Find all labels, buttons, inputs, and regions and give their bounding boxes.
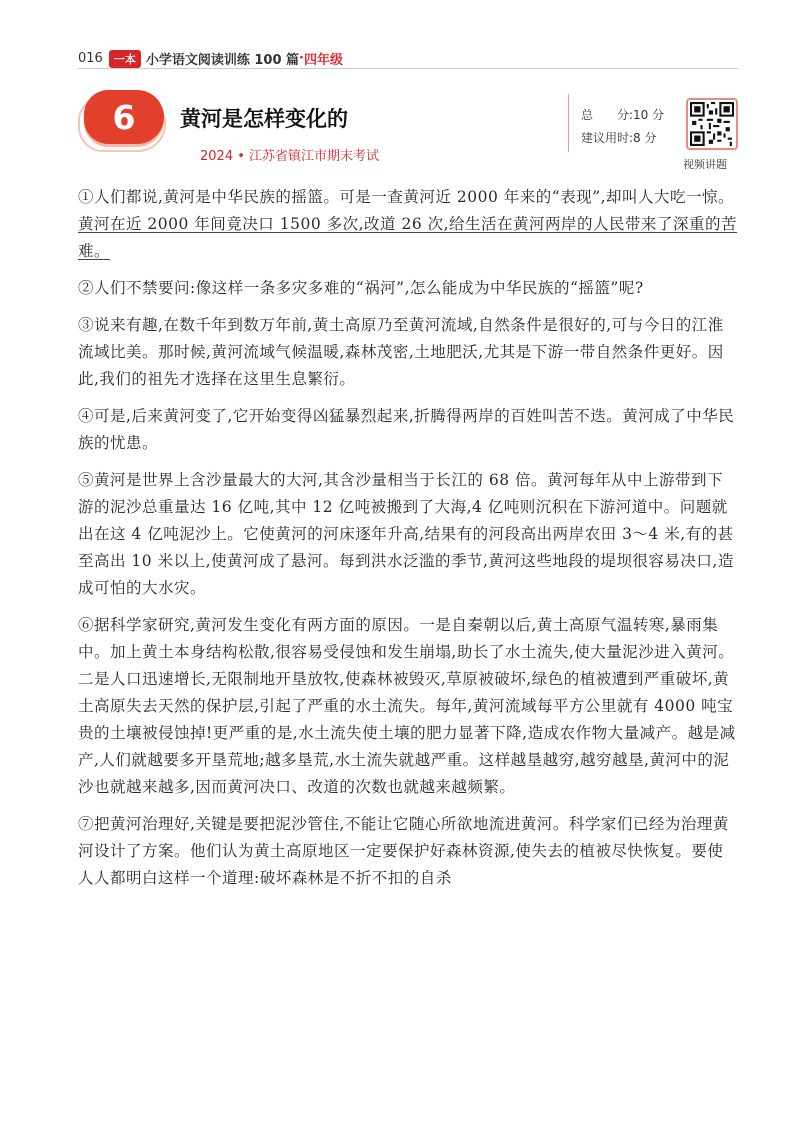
book-title: 小学语文阅读训练 100 篇 [145, 53, 300, 68]
paragraph-5: ⑤黄河是世界上含沙量最大的大河,其含沙量相当于长江的 68 倍。黄河每年从中上游带到下游的泥沙总重量达 16 亿吨,其中 12 亿吨被搬到了大海,4 亿吨则沉积在下游河道中。问题就出在这 4 亿吨泥沙上。它使黄河的河床逐年升高,结果有的河段高出两岸农田 3～4 米,有的甚至高出 10 米以上,使黄河成了悬河。每到洪水泛滥的季节,黄河这些地段的堤坝很容易决口,造成可怕的大水灾。 [78, 471, 734, 597]
article-body [78, 184, 738, 902]
underlined-sentence: 黄河在近 2000 年间竟决口 1500 多次,改道 26 次,给生活在黄河两岸的人民带来了深重的苦难。 [78, 215, 738, 260]
paragraph-4: ④可是,后来黄河变了,它开始变得凶猛暴烈起来,折腾得两岸的百姓叫苦不迭。黄河成了中华民族的忧患。 [78, 407, 735, 452]
score-info-box [568, 94, 681, 152]
series-badge: 一本 [109, 50, 141, 68]
suggested-time: 建议用时:8 分 [581, 131, 657, 145]
qr-code-icon [690, 102, 734, 146]
grade-label: 四年级 [303, 53, 343, 68]
total-score: 总 分:10 分 [581, 108, 665, 122]
page-header [78, 49, 343, 68]
paragraph-2: ②人们不禁要问:像这样一条多灾多难的“祸河”,怎么能成为中华民族的“摇篮”呢? [78, 279, 644, 297]
page-number: 016 [78, 51, 103, 66]
qr-caption: 视频讲题 [683, 158, 727, 171]
lesson-number-badge [84, 90, 164, 144]
separator: · [299, 51, 304, 66]
qr-code[interactable] [686, 98, 738, 150]
exam-source: 2024 • 江苏省镇江市期末考试 [200, 149, 380, 164]
paragraph-3: ③说来有趣,在数千年到数万年前,黄土高原乃至黄河流域,自然条件是很好的,可与今日的江淮流域比美。那时候,黄河流域气候温暖,森林茂密,土地肥沃,尤其是下游一带自然条件更好。因此,我们的祖先才选择在这里生息繁衍。 [78, 316, 724, 388]
paragraph-6: ⑥据科学家研究,黄河发生变化有两方面的原因。一是自秦朝以后,黄土高原气温转寒,暴雨集中。加上黄土本身结构松散,很容易受侵蚀和发生崩塌,助长了水土流失,使大量泥沙进入黄河。二是人口迅速增长,无限制地开垦放牧,使森林被毁灭,草原被破坏,绿色的植被遭到严重破坏,黄土高原失去天然的保护层,引起了严重的水土流失。每年,黄河流域每平方公里就有 4000 吨宝贵的土壤被侵蚀掉!更严重的是,水土流失使土壤的肥力显著下降,造成农作物大量减产。越是减产,人们就越要多开垦荒地;越多垦荒,水土流失就越严重。这样越垦越穷,越穷越垦,黄河中的泥沙也就越来越多,因而黄河决口、改道的次数也就越来越频繁。 [78, 616, 736, 796]
paragraph-7: ⑦把黄河治理好,关键是要把泥沙管住,不能让它随心所欲地流进黄河。科学家们已经为治理黄河设计了方案。他们认为黄土高原地区一定要保护好森林资源,使失去的植被尽快恢复。要使人人都明白这样一个道理:破坏森林是不折不扣的自杀 [78, 815, 729, 887]
header-divider [78, 68, 738, 69]
article-title: 黄河是怎样变化的 [180, 107, 348, 131]
lesson-number: 6 [112, 97, 136, 137]
paragraph-1: ①人们都说,黄河是中华民族的摇篮。可是一查黄河近 2000 年来的“表现”,却叫人大吃一惊。黄河在近 2000 年间竟决口 1500 多次,改道 26 次,给生活在黄河两岸的人民带来了深重的苦难。 [78, 188, 738, 260]
